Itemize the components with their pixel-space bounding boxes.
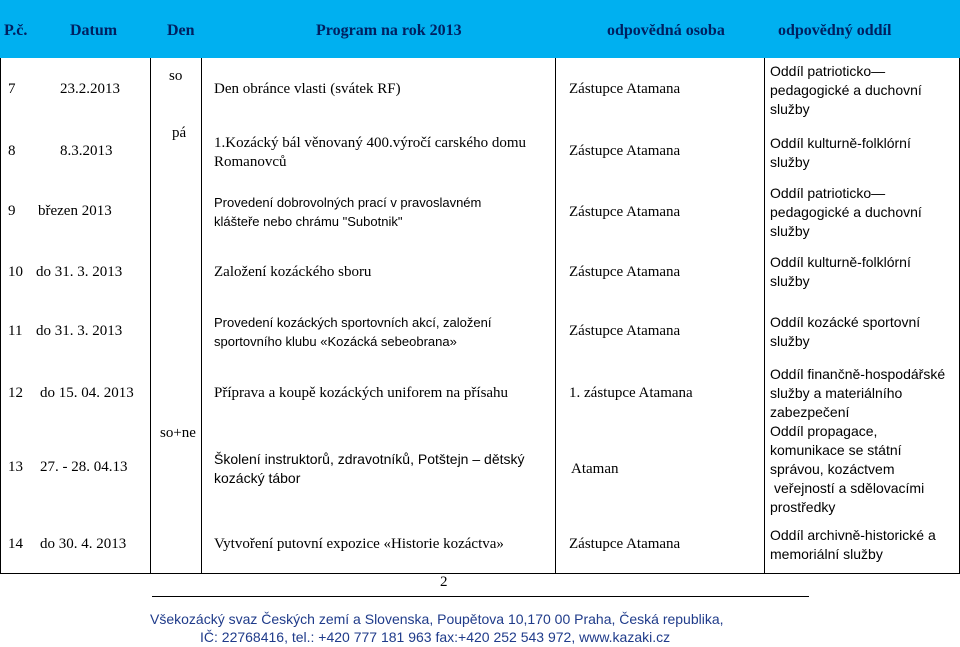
table-border-left <box>0 58 1 574</box>
row-dept-line: memoriální služby <box>770 546 883 562</box>
row-date: březen 2013 <box>38 203 112 219</box>
header-oddil: odpovědný oddíl <box>778 22 892 39</box>
row-dept-line: Oddíl archivně-historické a <box>770 527 936 543</box>
row-date: 27. - 28. 04.13 <box>40 459 128 475</box>
row-dept-line: služby a materiálního <box>770 385 903 401</box>
row-dept-line: Oddíl patrioticko— <box>770 63 886 79</box>
table-border-bottom <box>0 573 960 574</box>
row-dept-line: Oddíl finančně-hospodářské <box>770 366 946 382</box>
row-number: 10 <box>8 264 23 280</box>
row-dept-line: Oddíl kulturně-folklórní <box>770 135 911 151</box>
row-program <box>214 313 554 351</box>
row-number: 8 <box>8 143 16 159</box>
row-date: do 31. 3. 2013 <box>36 323 123 339</box>
table-header <box>0 0 960 58</box>
footer-address: Všekozácký svaz Českých zemí a Slovenska, Poupětova 10,170 00 Praha, Česká republika, <box>150 611 724 627</box>
row-dept-line: správou, kozáctvem <box>770 461 895 477</box>
row-person: Zástupce Atamana <box>569 204 681 220</box>
row-day: so+ne <box>160 425 196 441</box>
row-program-line: Provedení kozáckých sportovních akcí, založení <box>214 315 492 330</box>
row-person: Ataman <box>571 461 619 477</box>
row-person: Zástupce Atamana <box>569 323 681 339</box>
row-program-line: 1.Kozácký bál věnovaný 400.výročí carského domu <box>214 135 526 151</box>
row-dept-line: služby <box>770 154 810 170</box>
row-dept-line: služby <box>770 223 810 239</box>
row-person: Zástupce Atamana <box>569 81 681 97</box>
row-dept <box>770 253 956 291</box>
row-dept-line: zabezpečení <box>770 404 850 420</box>
row-program-line: Školení instruktorů, zdravotníků, Potštejn – dětský <box>214 451 525 467</box>
row-dept-line: Oddíl kulturně-folklórní <box>770 254 911 270</box>
row-dept <box>770 62 956 119</box>
row-dept-line: služby <box>770 333 810 349</box>
row-day: pá <box>172 125 187 141</box>
row-program: Založení kozáckého sboru <box>214 264 372 280</box>
row-dept <box>770 422 956 517</box>
row-program-line: kozácký tábor <box>214 470 301 486</box>
row-date: do 15. 04. 2013 <box>40 385 134 401</box>
row-dept <box>770 313 956 351</box>
row-date: 23.2.2013 <box>60 81 120 97</box>
row-number: 7 <box>8 81 16 97</box>
header-den: Den <box>167 22 195 39</box>
row-number: 13 <box>8 459 23 475</box>
header-osoba: odpovědná osoba <box>607 22 725 39</box>
row-person: Zástupce Atamana <box>569 143 681 159</box>
row-program-line: Romanovců <box>214 154 287 170</box>
row-dept-line: komunikace se státní <box>770 442 902 458</box>
row-dept-line: pedagogické a duchovní <box>770 204 922 220</box>
row-dept <box>770 184 956 241</box>
row-dept-line: Oddíl kozácké sportovní <box>770 314 921 330</box>
footer-contact: IČ: 22768416, tel.: +420 777 181 963 fax:+420 252 543 972, www.kazaki.cz <box>200 629 671 645</box>
row-dept-line: Oddíl patrioticko— <box>770 185 886 201</box>
column-divider <box>764 58 765 574</box>
row-dept <box>770 526 956 564</box>
row-dept-line: pedagogické a duchovní <box>770 82 922 98</box>
row-program: Příprava a koupě kozáckých uniforem na přísahu <box>214 385 509 401</box>
row-program: Den obránce vlasti (svátek RF) <box>214 81 401 97</box>
row-program: Vytvoření putovní expozice «Historie kozáctva» <box>214 536 504 552</box>
row-person: Zástupce Atamana <box>569 536 681 552</box>
page-number: 2 <box>440 574 448 590</box>
row-program <box>214 450 554 488</box>
row-date: do 30. 4. 2013 <box>40 536 127 552</box>
footer-divider <box>152 596 809 597</box>
row-person: Zástupce Atamana <box>569 264 681 280</box>
header-datum: Datum <box>70 22 118 39</box>
row-dept <box>770 134 956 172</box>
row-program <box>214 193 554 231</box>
header-pc: P.č. <box>4 22 28 39</box>
row-program-line: sportovního klubu «Kozácká sebeobrana» <box>214 334 457 349</box>
row-dept-line: Oddíl propagace, <box>770 423 878 439</box>
column-divider <box>201 58 202 574</box>
row-program-line: klášteře nebo chrámu "Subotnik" <box>214 214 403 229</box>
column-divider <box>150 58 151 574</box>
row-number: 11 <box>8 323 23 339</box>
row-program-line: Provedení dobrovolných prací v pravoslavném <box>214 195 482 210</box>
column-divider <box>555 58 556 574</box>
row-date: do 31. 3. 2013 <box>36 264 123 280</box>
row-person: 1. zástupce Atamana <box>569 385 693 401</box>
row-dept-line: služby <box>770 273 810 289</box>
row-number: 9 <box>8 203 16 219</box>
row-date: 8.3.2013 <box>60 143 113 159</box>
row-number: 14 <box>8 536 23 552</box>
row-dept-line: prostředky <box>770 499 836 515</box>
row-number: 12 <box>8 385 23 401</box>
row-program <box>214 134 554 172</box>
row-dept <box>770 365 956 422</box>
row-dept-line: veřejností a sdělovacími <box>774 480 925 496</box>
row-dept-line: služby <box>770 101 810 117</box>
row-day: so <box>169 68 183 84</box>
header-program: Program na rok 2013 <box>316 22 462 39</box>
